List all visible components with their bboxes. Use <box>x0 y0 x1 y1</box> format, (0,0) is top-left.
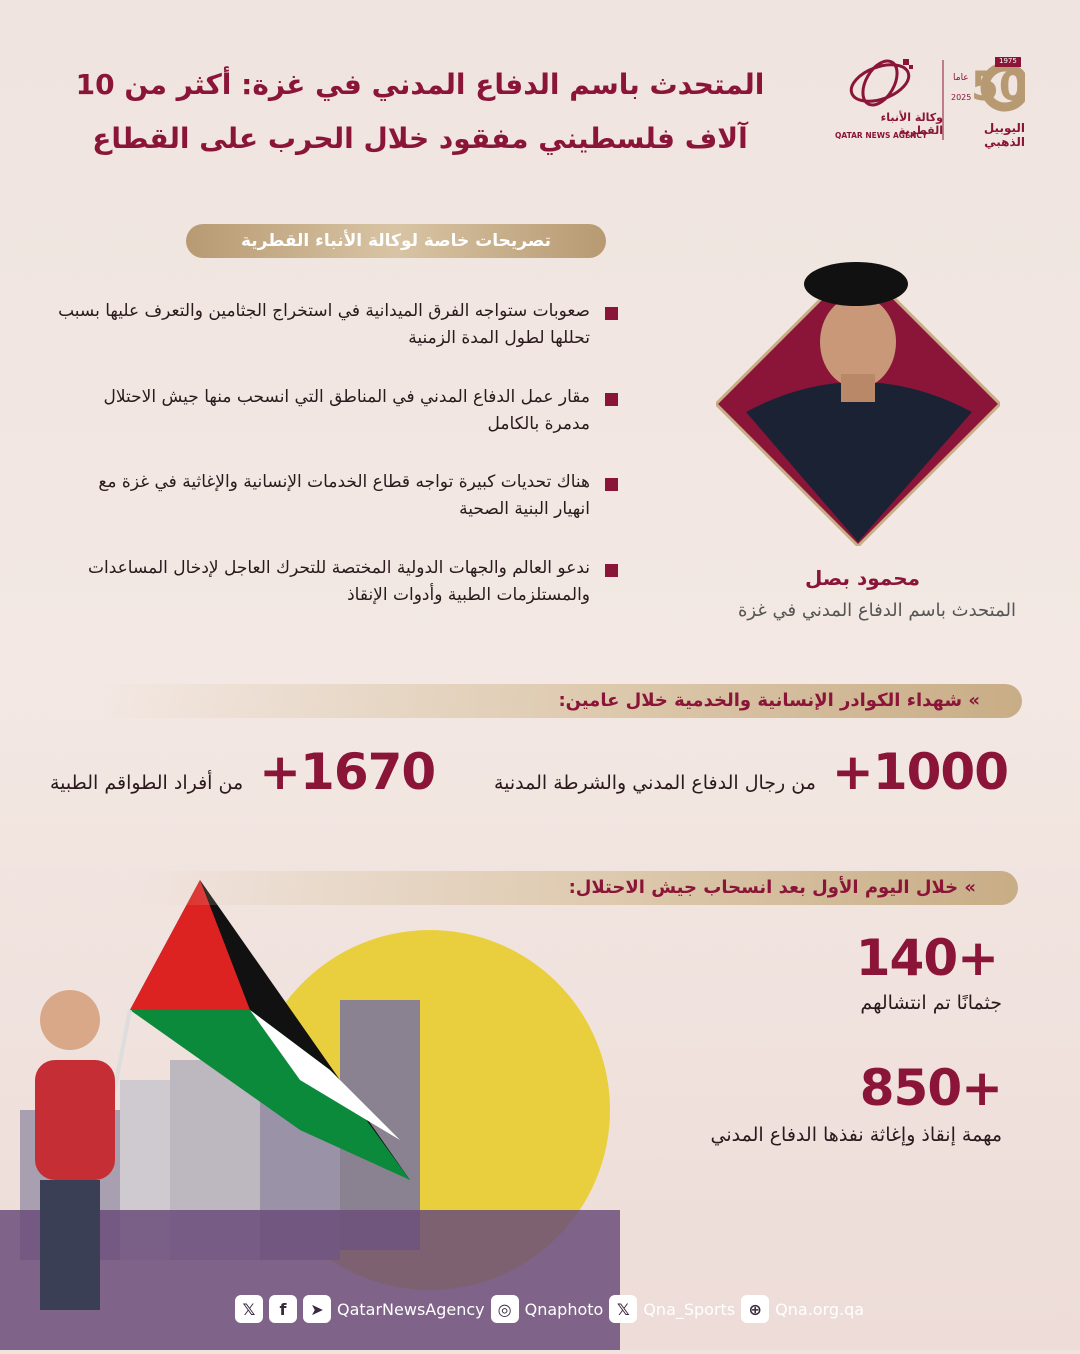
handle-photo[interactable]: Qnaphoto <box>524 1299 604 1319</box>
handle-sports[interactable]: Qna_Sports <box>643 1299 736 1319</box>
statement-item: ندعو العالم والجهات الدولية المختصة للتحرك العاجل لإدخال المساعدات والمستلزمات الطبية وأدوات الإنقاذ <box>58 555 618 609</box>
statement-item: هناك تحديات كبيرة تواجه قطاع الخدمات الإنسانية والإغاثية في غزة مع انهيار البنية الصحية <box>58 469 618 523</box>
handle-main[interactable]: QatarNewsAgency <box>337 1299 485 1319</box>
section-heading-first-day: » خلال اليوم الأول بعد انسحاب جيش الاحتلال: <box>130 871 1018 905</box>
stat-value: 140+ <box>855 929 998 987</box>
statements-label: تصريحات خاصة لوكالة الأنباء القطرية <box>186 224 606 258</box>
title-line-2: آلاف فلسطيني مفقود خلال الحرب على القطاع <box>92 122 748 155</box>
year-end: 2025 <box>951 93 972 102</box>
stat-label: من رجال الدفاع المدني والشرطة المدنية <box>493 772 816 794</box>
speaker-role: المتحدث باسم الدفاع المدني في غزة <box>738 600 1016 621</box>
stat-value: 850+ <box>859 1059 1002 1117</box>
stat-label: مهمة إنقاذ وإغاثة نفذها الدفاع المدني <box>710 1124 1002 1146</box>
qna-logo <box>835 55 1027 149</box>
stat-medical <box>50 742 435 802</box>
jubilee-years: عاما <box>953 73 969 83</box>
stat-label: من أفراد الطواقم الطبية <box>50 772 244 794</box>
gaza-scene-illustration <box>0 880 620 1350</box>
x-icon[interactable]: 𝕏 <box>235 1295 263 1323</box>
jubilee-label: اليوبيل الذهبي <box>983 121 1025 149</box>
stat-label: جثمانًا تم انتشالهم <box>860 992 1002 1014</box>
agency-name-en: QATAR NEWS AGENCY <box>835 131 928 140</box>
facebook-icon[interactable]: f <box>269 1295 297 1323</box>
section-heading-martyrs: » شهداء الكوادر الإنسانية والخدمية خلال عامين: <box>100 684 1022 718</box>
speaker-photo <box>716 262 1000 546</box>
globe-icon[interactable]: ⊕ <box>741 1295 769 1323</box>
telegram-icon[interactable]: ➤ <box>303 1295 331 1323</box>
x-icon[interactable]: 𝕏 <box>609 1295 637 1323</box>
title-line-1: المتحدث باسم الدفاع المدني في غزة: أكثر من 10 <box>75 68 765 101</box>
jubilee-number: 50 <box>971 64 1027 110</box>
social-footer <box>235 1295 864 1323</box>
website-link[interactable]: Qna.org.qa <box>775 1299 865 1319</box>
statement-item: مقار عمل الدفاع المدني في المناطق التي انسحب منها جيش الاحتلال مدمرة بالكامل <box>58 384 618 438</box>
agency-name-ar: وكالة الأنباء القطرية <box>880 111 943 137</box>
page-title <box>20 58 820 166</box>
instagram-icon[interactable]: ◎ <box>491 1295 519 1323</box>
speaker-name: محمود بصل <box>804 566 920 590</box>
stat-value: 1000+ <box>831 743 1008 801</box>
statement-item: صعوبات ستواجه الفرق الميدانية في استخراج الجثامين والتعرف عليها بسبب تحللها لطول المدة الزمنية <box>58 298 618 352</box>
year-start: 1975 <box>999 57 1017 65</box>
stat-civil-defense <box>494 742 1008 802</box>
martyrs-stats-row <box>50 742 1008 802</box>
stat-value: 1670+ <box>259 743 436 801</box>
